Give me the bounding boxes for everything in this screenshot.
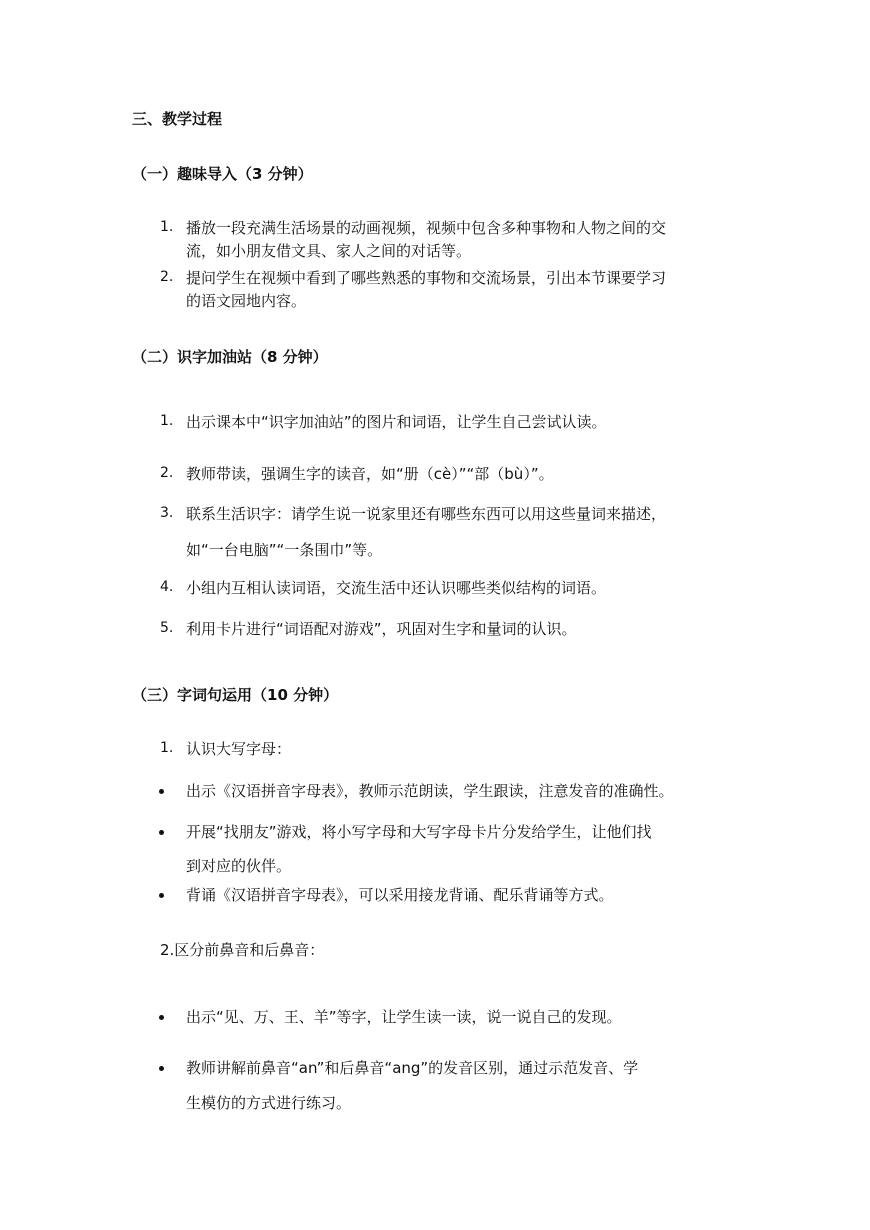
bullet-line: 出示《汉语拼音字母表》，教师示范朗读，学生跟读，注意发音的准确性。 xyxy=(186,782,674,800)
bullet-dot xyxy=(159,830,164,835)
subsection-title: 认识大写字母： xyxy=(186,740,292,758)
list-item-line: 流，如小朋友借文具、家人之间的对话等。 xyxy=(186,242,472,260)
list-number: 1. xyxy=(160,413,174,429)
bullet-line: 教师讲解前鼻音“an”和后鼻音“ang”的发音区别，通过示范发音、学 xyxy=(186,1059,639,1077)
bullet-line: 背诵《汉语拼音字母表》，可以采用接龙背诵、配乐背诵等方式。 xyxy=(186,886,614,904)
list-item-line: 小组内互相认读词语，交流生活中还认识哪些类似结构的词语。 xyxy=(186,579,607,597)
list-number: 3. xyxy=(160,505,174,521)
bullet-dot xyxy=(159,1066,164,1071)
bullet-dot xyxy=(159,789,164,794)
bullet-dot xyxy=(159,893,164,898)
list-number: 4. xyxy=(160,579,174,595)
bullet-line: 到对应的伙伴。 xyxy=(186,857,292,875)
list-number: 2. xyxy=(160,269,174,285)
list-item-line: 提问学生在视频中看到了哪些熟悉的事物和交流场景，引出本节课要学习 xyxy=(186,269,667,287)
list-number: 2. xyxy=(160,465,174,481)
bullet-dot xyxy=(159,1015,164,1020)
list-item-line: 播放一段充满生活场景的动画视频，视频中包含多种事物和人物之间的交 xyxy=(186,219,667,237)
list-item-line: 教师带读，强调生字的读音，如“册（cè）”“部（bù）”。 xyxy=(186,465,554,483)
list-item-line: 利用卡片进行“词语配对游戏”，巩固对生字和量词的认识。 xyxy=(186,620,577,638)
bullet-line: 生模仿的方式进行练习。 xyxy=(186,1094,352,1112)
bullet-line: 开展“找朋友”游戏，将小写字母和大写字母卡片分发给学生，让他们找 xyxy=(186,823,652,841)
part2-heading: （二）识字加油站（8 分钟） xyxy=(132,348,328,366)
subsection-title: 2.区分前鼻音和后鼻音： xyxy=(160,941,325,959)
part1-heading: （一）趣味导入（3 分钟） xyxy=(132,165,313,183)
list-item-line: 出示课本中“识字加油站”的图片和词语，让学生自己尝试认读。 xyxy=(186,413,607,431)
bullet-line: 出示“见、万、王、羊”等字，让学生读一读，说一说自己的发现。 xyxy=(186,1008,622,1026)
list-item-line: 如“一台电脑”“一条围巾”等。 xyxy=(186,541,383,559)
section-title: 三、教学过程 xyxy=(132,110,223,128)
list-item-line: 联系生活识字：请学生说一说家里还有哪些东西可以用这些量词来描述， xyxy=(186,505,667,523)
list-number: 5. xyxy=(160,620,174,636)
list-number: 1. xyxy=(160,740,174,756)
part3-heading: （三）字词句运用（10 分钟） xyxy=(132,686,339,704)
list-item-line: 的语文园地内容。 xyxy=(186,292,307,310)
list-number: 1. xyxy=(160,219,174,235)
